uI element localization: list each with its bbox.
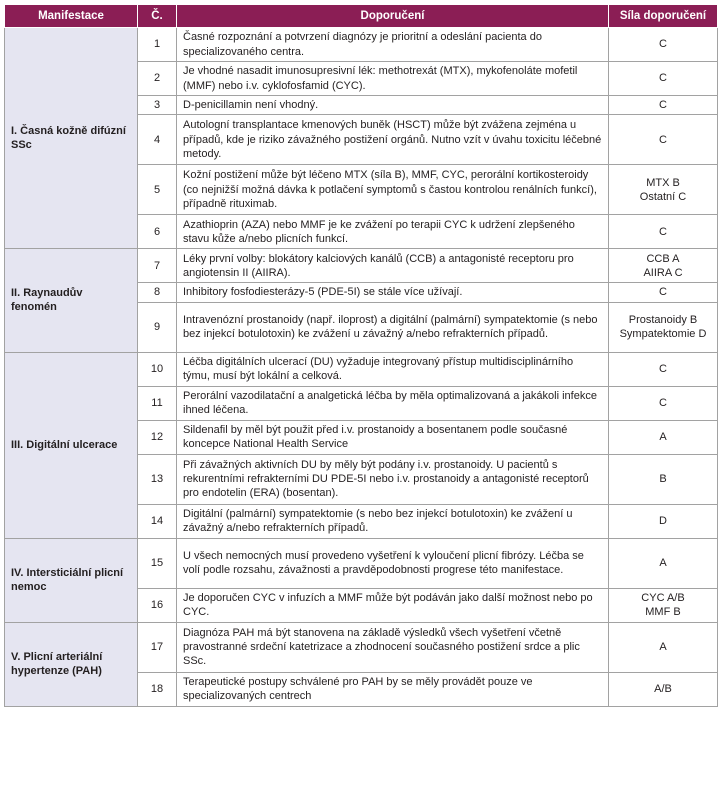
recommendation-strength [609,538,718,588]
recommendation-number: 5 [138,165,177,215]
recommendation-number: 2 [138,62,177,96]
header-cislo: Č. [138,5,177,28]
recommendation-strength [609,28,718,62]
recommendation-number: 7 [138,249,177,283]
recommendation-text: Při závažných aktivních DU by měly být podány i.v. prostanoidy. U pacientů s rekurentními refrakterními DU PDE-5I nebo i.v. prostanoidy a antagonisté receptorů pro endotelin (ERA) (bosentan). [177,454,609,504]
recommendation-number: 3 [138,96,177,115]
recommendation-number: 16 [138,588,177,622]
recommendation-number: 4 [138,115,177,165]
recommendation-strength [609,672,718,706]
recommendation-strength [609,352,718,386]
recommendation-text: Terapeutické postupy schválené pro PAH by se měly provádět pouze ve specializovaných centrech [177,672,609,706]
manifestation-group-label: I. Časná kožně difúzní SSc [5,28,138,249]
manifestation-group-label: V. Plicní arteriální hypertenze (PAH) [5,622,138,706]
recommendation-text: Azathioprin (AZA) nebo MMF je ke zvážení po terapii CYC k udržení zlepšeného stavu kůže a/nebo plicních funkcí. [177,215,609,249]
recommendation-text: Autologní transplantace kmenových buněk (HSCT) může být zvážena zejména u případů, kde je riziko závažného postižení orgánů. Nutno vzít v úvahu toxicitu léčebné metody. [177,115,609,165]
strength-value: C [659,38,667,51]
header-sila-doporuceni: Síla doporučení [609,5,718,28]
recommendation-strength [609,165,718,215]
strength-value: C [659,99,667,111]
recommendation-number: 18 [138,672,177,706]
recommendation-strength [609,249,718,283]
strength-value: AIIRA C [643,266,683,279]
recommendation-number: 1 [138,28,177,62]
strength-value: Sympatektomie D [619,328,707,341]
strength-value: Ostatní C [639,190,687,203]
table-row [5,28,718,62]
recommendations-table [4,4,718,707]
strength-value: A [659,430,667,443]
recommendation-number: 6 [138,215,177,249]
strength-value: C [659,133,667,146]
table-row [5,538,718,588]
recommendation-number: 14 [138,504,177,538]
manifestation-group-label: III. Digitální ulcerace [5,352,138,538]
recommendation-strength [609,302,718,352]
recommendation-strength [609,115,718,165]
recommendation-number: 13 [138,454,177,504]
recommendation-number: 12 [138,420,177,454]
header-doporuceni: Doporučení [177,5,609,28]
strength-value: CCB A [646,252,680,265]
recommendation-strength [609,504,718,538]
strength-value: A [659,556,667,569]
recommendation-text: Sildenafil by měl být použit před i.v. prostanoidy a bosentanem podle současné koncepce National Health Service [177,420,609,454]
recommendation-strength [609,62,718,96]
strength-value: C [659,286,667,299]
strength-value: C [659,225,667,238]
recommendation-strength [609,386,718,420]
table-row [5,352,718,386]
manifestation-group-label: II. Raynaudův fenomén [5,249,138,352]
recommendation-text: Léky první volby: blokátory kalciových kanálů (CCB) a antagonisté receptoru pro angiotensin II (AIIRA). [177,249,609,283]
recommendation-number: 17 [138,622,177,672]
recommendation-strength [609,622,718,672]
header-manifestace: Manifestace [5,5,138,28]
table-header-row [5,5,718,28]
recommendation-number: 9 [138,302,177,352]
recommendation-number: 8 [138,283,177,302]
recommendation-strength [609,420,718,454]
recommendation-strength [609,96,718,115]
table-row [5,622,718,672]
strength-value: CYC A/B [641,591,685,604]
strength-value: C [659,362,667,375]
strength-value: MTX B [646,176,680,189]
recommendation-number: 11 [138,386,177,420]
recommendation-text: Kožní postižení může být léčeno MTX (síla B), MMF, CYC, perorální kortikosteroidy (co nejnižší možná dávka k potlačení symptomů s častou kontrolou renálních funkcí), případně rituximab. [177,165,609,215]
recommendation-text: Digitální (palmární) sympatektomie (s nebo bez injekcí botulotoxin) ke zvážení u závažný a/nebo refrakterních případů. [177,504,609,538]
strength-value: A [659,640,667,653]
recommendation-strength [609,215,718,249]
recommendation-strength [609,283,718,302]
strength-value: C [659,396,667,409]
strength-value: Prostanoidy B [628,313,698,326]
recommendation-text: Inhibitory fosfodiesterázy-5 (PDE-5I) se stále více užívají. [177,283,609,302]
recommendation-number: 10 [138,352,177,386]
table-row [5,249,718,283]
recommendation-text: Intravenózní prostanoidy (např. iloprost) a digitální (palmární) sympatektomie (s nebo bez injekcí botulotoxin) ke zvážení u závažný a/nebo refrakterních případů. [177,302,609,352]
recommendations-table-container [4,4,717,707]
recommendation-text: Diagnóza PAH má být stanovena na základě výsledků všech vyšetření včetně pravostranné srdeční katetrizace a zhodnocení současného postižení srdce a plic SSc. [177,622,609,672]
recommendation-strength [609,454,718,504]
recommendation-number: 15 [138,538,177,588]
manifestation-group-label: IV. Intersticiální plicní nemoc [5,538,138,622]
recommendation-text: Léčba digitálních ulcerací (DU) vyžaduje integrovaný přístup multidisciplinárního týmu, musí být lokální a celková. [177,352,609,386]
recommendation-text: Je doporučen CYC v infuzích a MMF může být podáván jako další možnost nebo po CYC. [177,588,609,622]
recommendation-text: Perorální vazodilatační a analgetická léčba by měla optimalizovaná a jakákoli infekce ihned léčena. [177,386,609,420]
strength-value: C [659,72,667,85]
recommendation-text: U všech nemocných musí provedeno vyšetření k vyloučení plicní fibrózy. Léčba se volí podle rozsahu, závažnosti a pravděpodobnosti progrese této manifestace. [177,538,609,588]
recommendation-text: Je vhodné nasadit imunosupresivní lék: methotrexát (MTX), mykofenoláte mofetil (MMF) nebo i.v. cyklofosfamid (CYC). [177,62,609,96]
strength-value: D [659,514,667,527]
table-body [5,28,718,707]
recommendation-strength [609,588,718,622]
strength-value: B [659,472,667,485]
recommendation-text: D-penicillamin není vhodný. [177,96,609,115]
strength-value: A/B [654,682,672,695]
strength-value: MMF B [645,606,681,619]
recommendation-text: Časné rozpoznání a potvrzení diagnózy je prioritní a odeslání pacienta do specializovaného centra. [177,28,609,62]
